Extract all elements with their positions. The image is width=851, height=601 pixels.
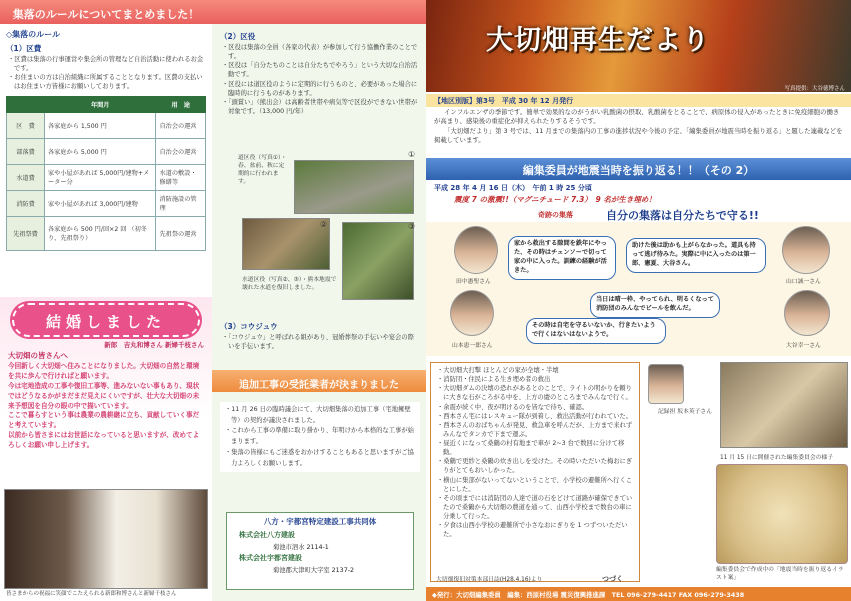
works-bullet-3: ・集落の皆様にもご迷惑をおかけすることもあると思いますがご協力よろしくお願いします。 <box>225 448 414 467</box>
kuhi-bullet-1: ・区費は集落の行事運営や集会所の管理など自治活動に使われるお金です。 <box>8 56 204 73</box>
masthead-title: 大切畑再生だより <box>486 25 710 56</box>
avatar <box>648 364 684 404</box>
recorder-name: 記録担 坂本英子さん <box>658 409 713 415</box>
photo-number-2: ② <box>320 220 328 229</box>
kuhi-bullet-2: ・お住まいの方は自治組織に所属することとなります。区費の支払いはお住まい方皆様にお願いしております。 <box>8 74 203 91</box>
wedding-para-3: ここで暮らすという事は農業の農耕継に立ち、貢献していく事だと考えています。 <box>8 411 200 430</box>
fee-table-header <box>7 96 206 112</box>
timeline-item-5: ・西本さん宅にはレスキュー隊が到着し、救出活動が行われていた。 <box>437 412 633 420</box>
timeline-item-3: ・大切畑ダムの決壊の恐れがあるとのことで、ライトの明かりを頼りに大きな石がころがる中を、上方の慶のところまでみんなで行く。 <box>437 385 632 402</box>
wedding-photo <box>4 489 208 589</box>
right-column <box>426 0 851 601</box>
name-yamamoto: 山本恵一郎さん <box>452 343 493 349</box>
bubble-otani: 当日は晴一枠、やってられ、明るくなって消防団のみんなでビールを飲んだ。 <box>590 292 720 318</box>
rules-banner: 集落のルールについてまとめました！ <box>0 0 212 24</box>
jv-address-1: 菊池市泗水 2114-1 <box>273 544 329 551</box>
timeline-item-7: ・昼近くになって桑鶴の村有地まで車が 2~3 台で数回に分けて移動。 <box>437 440 625 457</box>
koujuu-text: ・「コウジュウ」と呼ばれる組があり、冠婚葬祭の手伝いや宴会の際いを手伝います。 <box>222 334 414 351</box>
fee-name: 消防費 <box>7 190 45 216</box>
photo1-caption: 道区役（写真①）・春、盆前、秋に定期的に行われます。 <box>238 155 287 186</box>
wedding-para-1: 今回新しく大切畑へ住みことになりました。大切畑の自然と環境を共に歩んで行ければと願います。 <box>8 362 200 380</box>
fee-col-purpose: 用 途 <box>156 96 206 112</box>
works-banner: 追加工事の受託業者が決まりました <box>212 370 426 392</box>
kuyaku-title: （2）区役 <box>220 32 256 41</box>
photo-number-3: ③ <box>408 222 416 231</box>
wedding-caption: 皆さまからの祝福に笑顔でこたえられる新郎和博さんと新婦千枝さん <box>6 591 177 597</box>
fee-purpose: 先祖祭の運営 <box>156 216 206 250</box>
water-work-photo-2 <box>242 218 330 270</box>
meeting-photo <box>720 362 848 448</box>
timeline-item-11: ・夕食は山西小学校の避難所で小さなおにぎりを 1 つずついただいた。 <box>437 522 628 539</box>
photo-number-1: ① <box>408 150 416 159</box>
middle-column <box>212 0 426 601</box>
timeline-item-4: ・余震が続く中、夜が明けるのを皆なで待ち、確認。 <box>437 403 589 411</box>
name-yamaguchi: 山口誠一さん <box>786 279 821 285</box>
fee-table <box>6 96 206 251</box>
avatar <box>782 226 830 274</box>
timeline-source: 大切畑復旧対策本部日誌(H28.4.16)より <box>436 577 543 583</box>
table-row <box>7 138 206 164</box>
bubble-yamaguchi: 助けた後は助かも上がらなかった。道具も持って逃げ待みた。実際に中に入ったのは第一郎、憲夏、大谷さん。 <box>626 238 766 273</box>
jv-company-1: 株式会社八方建設 <box>239 531 295 539</box>
timeline-box <box>430 362 640 582</box>
issue-bar: 【地区別版】第3号 平成 30 年 12 月発行 <box>426 94 851 107</box>
rules-banner-continued <box>212 0 426 24</box>
name-tanaka: 田中憲聖さん <box>456 279 491 285</box>
fee-amount: 各家庭から 1,500 円 <box>45 112 156 138</box>
left-column <box>0 0 212 601</box>
wedding-section <box>0 297 212 601</box>
koujuu-title: （3）コウジュウ <box>220 322 278 331</box>
timeline-item-1: ・大切畑大打撃 ほとんどの家が全壊・半壊 <box>437 367 559 374</box>
fee-name: 部落費 <box>7 138 45 164</box>
fee-name: 水道費 <box>7 164 45 190</box>
jv-title: 八方・宇都宮特定建設工事共同体 <box>263 517 377 526</box>
name-otani: 大谷幸一さん <box>786 343 821 349</box>
kuyaku-bullet-4: ・「頭賞い」（熊出会）は高齢者世帯や病気等で区役ができない世帯が対象です。（13,000 円/年） <box>222 98 418 115</box>
bubble-yamamoto: その時は自宅を守るいないか、行きたいようで行くはないはないようで。 <box>526 318 666 344</box>
fee-amount: 家や小屋があれば 3,000円/建物 <box>45 190 156 216</box>
timeline-item-8: ・桑鶴で更紗と桑鶴の炊き出しを受けた。その時いただいた梅おにぎりがとてもおいしかった。 <box>437 458 633 475</box>
tsuzuku-label: つづく <box>602 575 623 583</box>
kuyaku-bullet-2: ・区役は「自分たちのことは自分たちでやろう」という大切な自治活動です。 <box>222 62 418 79</box>
avatar <box>450 290 494 336</box>
photo-credit: 写真提供：大谷徳博さん <box>784 86 845 92</box>
fee-name: 区 費 <box>7 112 45 138</box>
works-bullet-2: ・これから工事の準備に取り掛かり、年明けから本格的な工事が始まります。 <box>225 427 414 446</box>
meeting-caption: 11 月 15 日に開催された編集委員会の様子 <box>720 455 834 461</box>
table-row <box>7 164 206 190</box>
table-row <box>7 190 206 216</box>
bubble-tanaka: 家から救出する隙間を鉄年にやった、その時はチェンソーで切って家の中に入った。訓練の経験が活きた。 <box>508 236 616 280</box>
illustration-map <box>716 464 848 564</box>
feature-banner: 編集委員が地震当時を振り返る！！（その 2） <box>426 158 851 180</box>
table-row <box>7 112 206 138</box>
avatar <box>784 290 830 336</box>
map-caption: 編集委員会で作成中の「地震当時を振り返るイラスト案」 <box>716 567 844 582</box>
fee-amount: 各家庭から 5,000 円 <box>45 138 156 164</box>
jv-box <box>226 512 414 590</box>
timeline-item-6: ・西本さんのおばちゃんが発見、救急車を呼んだが、上方まで来れずみんなでタンカで下まで運ぶ。 <box>437 421 633 438</box>
footer-bar: ◆発行：大切畑編集委員 編集：西原村役場 震災復興推進課 TEL 096-279-4417 FAX 096-279-3438 <box>426 587 851 601</box>
kuyaku-bullet-1: ・区役は集落の全員（各家の代表）が参加して行う協働作業のことです。 <box>222 44 418 61</box>
fee-purpose: 自治会の運営 <box>156 112 206 138</box>
fee-purpose: 消防施設の管理 <box>156 190 206 216</box>
fee-col-amount: 年間月 <box>45 96 156 112</box>
fee-amount: 各家庭から 500 円/回×2 回 （初冬り、先祖祭り） <box>45 216 156 250</box>
date-line: 平成 28 年 4 月 16 日（木） 午前 1 時 25 分頃 <box>434 184 592 192</box>
timeline-item-10: ・その頃までには消防団の人達で道の石をどけて道路が確保できていたので桑鶴から大切畑の農道を通って、山西小学校まで数台の車に分乗して行った。 <box>437 494 633 520</box>
kiseki-label: 奇跡の集落 <box>538 211 573 219</box>
fee-amount: 家や小屋があれば 5,000円/建物+メーター分 <box>45 164 156 190</box>
rules-title: ◇集落のルール <box>6 30 60 39</box>
table-row <box>7 216 206 250</box>
photo23-caption: 水道区役（写真②、③）・熊本地震で壊れた水道を復旧しました。 <box>242 277 337 292</box>
avatar <box>454 226 498 274</box>
water-work-photo-3 <box>342 222 414 300</box>
wedding-names: 新郎 吉丸和博さん 新婦千枝さん <box>104 341 204 349</box>
wedding-banner: 結婚しました <box>12 303 200 337</box>
fee-purpose: 水道の敷設・修繕等 <box>156 164 206 190</box>
timeline-item-2: ・消防団・住民による生き埋め者の救出 <box>437 376 551 384</box>
wedding-para-4: 以前から皆さまにはお世話になっていると思いますが、改めてよろしくお願い申し上げます。 <box>8 431 200 450</box>
road-work-photo <box>294 160 414 214</box>
kuyaku-bullet-3: ・区役には道区役のように定期的に行うものと、必要があった場合に臨時的に行うものがあります。 <box>222 80 418 97</box>
intro-para-2: 「大切畑だより」第 3 号では、11 月までの集落内の工事の進捗状況や今後の予定、「編集委員が地震当時を振り返る」と題した連載などを掲載しています。 <box>434 126 843 144</box>
wedding-para-2: 今は宅地造成の工事や復旧工事等、進みないない事もあり、現状ではどうなるかがまだまだ見えにくいですが、壮大な大切畑の未来予想図を自分の眼の中で描いています。 <box>8 381 200 410</box>
slogan: 自分の集落は自分たちで守る!! <box>606 209 759 222</box>
jv-address-2: 菊池郡大津町大字室 2137-2 <box>273 567 354 574</box>
wedding-greeting: 大切畑の皆さんへ <box>8 351 68 360</box>
works-bullet-1: ・11 月 26 日の臨時議会にて、大切畑集落の追加工事（宅地擁壁等）の契約が議決されました。 <box>225 406 411 424</box>
fee-col-blank <box>7 96 45 112</box>
fee-purpose: 自治会の運営 <box>156 138 206 164</box>
fee-table-wrap <box>0 94 212 253</box>
jv-company-2: 株式会社宇都宮建設 <box>239 554 302 562</box>
timeline-item-9: ・横山に集部がないってないということで、小学校の避難所へ行くことにした。 <box>437 476 633 493</box>
quake-line: 震度 7 の激震!!（マグニチュード 7.3） 9 名が生き埋め！ <box>454 195 656 204</box>
fee-name: 先祖祭費 <box>7 216 45 250</box>
intro-para-1: インフルエンザの季節です。簡単で効果的なのがうがい乳酸菌の摂取、乳酸菌をとることで、病原体の侵入があったときに免疫細胞の働きが高まり、感染後の重症化が抑えられたりするそうです。 <box>434 108 840 126</box>
kuhi-title: （1）区費 <box>6 44 42 53</box>
